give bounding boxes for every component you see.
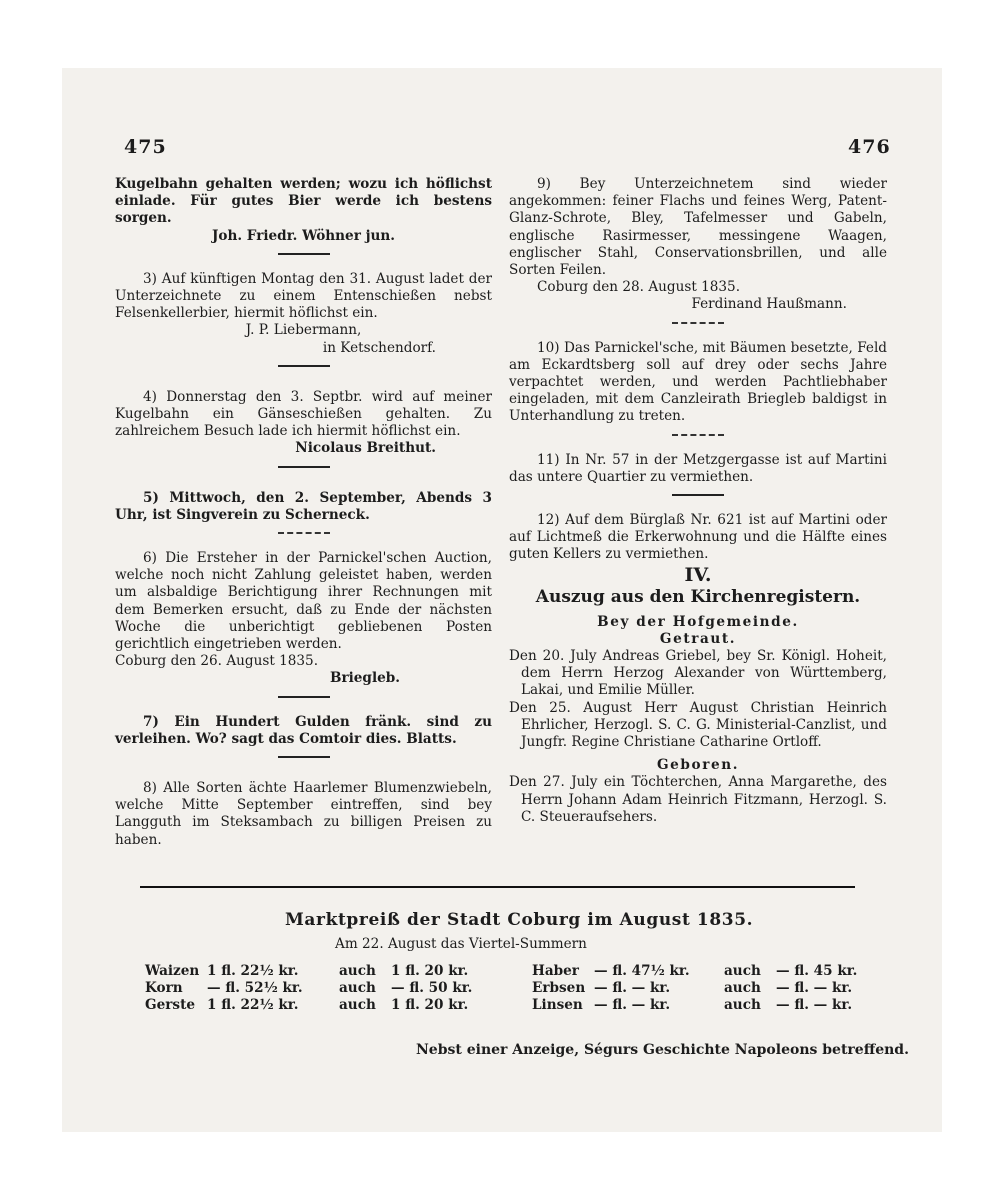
parish-heading: Bey der Hofgemeinde. [597,613,799,630]
ad-8-text: 8) Alle Sorten ächte Haarlemer Blumenzwiebeln, welche Mitte September eintreffen, sind bey Langguth im Steksambach zu billigen Preisen zu haben. [115,780,492,848]
table-row [145,962,478,979]
price-conjunction: auch [724,979,761,996]
price-2: — fl. — kr. [776,996,853,1013]
price-1: — fl. 47½ kr. [594,962,690,979]
ad-4-text: 4) Donnerstag den 3. Septbr. wird auf meiner Kugelbahn ein Gänseschießen gehalten. Zu zahlreichem Besuch lade ich hiermit höflichst ein. [115,388,492,440]
ad-6-text: 6) Die Ersteher in der Parnickel'schen Auction, welche noch nicht Zahlung geleistet haben, werden um alsbaldige Berichtigung ihrer Rechnungen mit dem Bemerken ersucht, daß zu Ende der nächsten Woche die unberichtigt gebliebenen Posten gerichtlich eingetrieben werden. [115,550,492,653]
divider [278,532,330,534]
price-2: — fl. 45 kr. [776,962,858,979]
divider [278,365,330,367]
divider [672,434,724,436]
born-entry-1: Den 27. July ein Töchterchen, Anna Margarethe, des Herrn Johann Adam Heinrich Fitzmann, Herzogl. S. C. Steueraufsehers. [509,774,887,825]
price-1: — fl. 52½ kr. [207,979,303,996]
price-conjunction: auch [339,996,376,1013]
ad-3-text: 3) Auf künftigen Montag den 31. August ladet der Unterzeichnete zu einem Entenschießen nebst Felsenkellerbier, hiermit höflichst ein. [115,270,492,322]
price-2: 1 fl. 20 kr. [391,996,469,1013]
grain-name: Korn [145,979,183,996]
page-number-left: 475 [124,136,167,158]
ad-7-text: 7) Ein Hundert Gulden fränk. sind zu verleihen. Wo? sagt das Comtoir dies. Blatts. [115,713,492,747]
section-number: IV. [684,563,712,586]
divider [278,253,330,255]
married-entry-1: Den 20. July Andreas Griebel, bey Sr. Königl. Hoheit, dem Herrn Herzog Alexander von Württemberg, Lakai, und Emilie Müller. [509,648,887,699]
market-subtitle: Am 22. August das Viertel-Summern [335,936,587,952]
market-title: Marktpreiß der Stadt Coburg im August 1835. [285,910,754,930]
born-heading: Geboren. [656,757,740,774]
divider [278,466,330,468]
ad-4-signature: Nicolaus Breithut. [295,440,436,457]
ad-3-signature-place: in Ketschendorf. [322,339,436,356]
ad-9-place-date: Coburg den 28. August 1835. [537,279,741,296]
divider [672,322,724,324]
price-2: — fl. 50 kr. [391,979,473,996]
ad-9-signature: Ferdinand Haußmann. [691,296,847,313]
horizontal-rule [140,886,855,888]
married-heading: Getraut. [659,630,737,647]
market-table-right [532,962,863,1013]
footer-note: Nebst einer Anzeige, Ségurs Geschichte Napoleons betreffend. [416,1042,909,1058]
price-1: — fl. — kr. [594,996,671,1013]
ad-9-text: 9) Bey Unterzeichnetem sind wieder angekommen: feiner Flachs und feines Werg, Patent-Glanz-Schrote, Bley, Tafelmesser und Gabeln, englische Rasirmesser, messingene Waagen, englischer Stahl, Conservationsbrillen, und alle Sorten Feilen. [509,176,887,279]
ad-continued-signature: Joh. Friedr. Wöhner jun. [211,227,396,244]
market-table-left [145,962,478,1013]
page-number-right: 476 [848,136,891,158]
ad-11-text: 11) In Nr. 57 in der Metzgergasse ist auf Martini das untere Quartier zu vermiethen. [509,451,887,485]
ad-3-signature-name: J. P. Liebermann, [245,322,362,339]
divider [672,494,724,496]
price-conjunction: auch [339,962,376,979]
price-1: 1 fl. 22½ kr. [207,996,299,1013]
section-title: Auszug aus den Kirchenregistern. [535,586,861,607]
price-conjunction: auch [724,962,761,979]
ad-10-text: 10) Das Parnickel'sche, mit Bäumen besetzte, Feld am Eckardtsberg soll auf drey oder sechs Jahre verpachtet werden, und werden Pachtliebhaber eingeladen, mit dem Canzleirath Briegleb baldigst in Unterhandlung zu treten. [509,339,887,425]
ad-continued-text: Kugelbahn gehalten werden; wozu ich höflichst einlade. Für gutes Bier werde ich bestens sorgen. [115,176,492,227]
divider [278,696,330,698]
ad-6-place-date: Coburg den 26. August 1835. [115,653,319,670]
price-2: — fl. — kr. [776,979,853,996]
grain-name: Waizen [145,962,200,979]
price-conjunction: auch [724,996,761,1013]
grain-name: Linsen [532,996,583,1013]
left-column [115,176,492,849]
ad-12-text: 12) Auf dem Bürglaß Nr. 621 ist auf Martini oder auf Lichtmeß die Erkerwohnung und die Hälfte eines guten Kellers zu vermiethen. [509,512,887,563]
table-row [532,996,863,1013]
grain-name: Haber [532,962,579,979]
married-entry-2: Den 25. August Herr August Christian Heinrich Ehrlicher, Herzogl. S. C. G. Ministerial-Canzlist, und Jungfr. Regine Christiane Catharine Ortloff. [509,699,887,751]
right-column [509,176,887,826]
price-1: 1 fl. 22½ kr. [207,962,299,979]
price-conjunction: auch [339,979,376,996]
divider [278,756,330,758]
ad-6-signature: Briegleb. [329,670,400,687]
grain-name: Gerste [145,996,196,1013]
table-row [532,962,863,979]
price-1: — fl. — kr. [594,979,671,996]
table-row [532,979,863,996]
grain-name: Erbsen [532,979,586,996]
table-row [145,979,478,996]
ad-5-text: 5) Mittwoch, den 2. September, Abends 3 Uhr, ist Singverein zu Scherneck. [115,489,492,523]
price-2: 1 fl. 20 kr. [391,962,469,979]
table-row [145,996,478,1013]
